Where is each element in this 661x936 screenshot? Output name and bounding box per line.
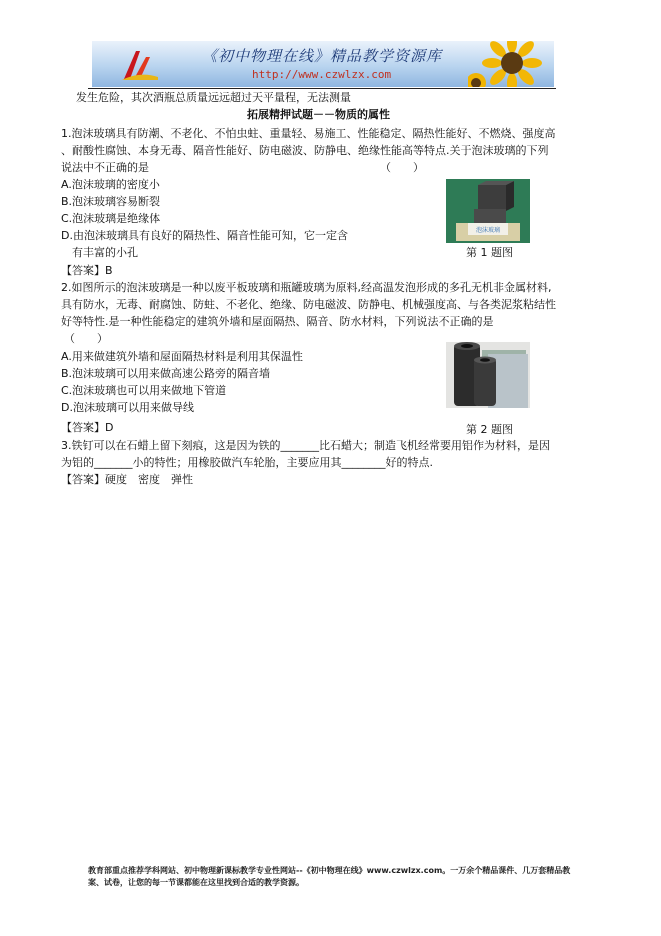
- q1-line: 1.泡沫玻璃具有防潮、不老化、不怕虫蛀、重量轻、易施工、性能稳定、隔热性能好、不燃烧、强度高: [61, 127, 556, 140]
- site-logo-icon: [120, 47, 160, 83]
- page-footer: 教育部重点推荐学科网站、初中物理新课标教学专业性网站--《初中物理在线》www.czwlzx.com。一万余个精品课件、几万套精品教案、试卷，让您的每一节课都能在这里找到合适的教学资源。: [88, 866, 571, 887]
- q3-line: 3.铁钉可以在石蜡上留下刻痕，这是因为铁的_______比石蜡大；制造飞机经常要用铝作为材料，是因: [61, 439, 550, 452]
- header-rule: [88, 88, 556, 89]
- q3-line: 为铝的_______小的特性；用橡胶做汽车轮胎，主要应用其________好的特点.: [61, 456, 433, 469]
- q2-line: 具有防水，无毒、耐腐蚀、防蛀、不老化、绝缘、防电磁波、防静电、机械强度高、与各类泥浆粘结性: [61, 298, 556, 311]
- header-banner: [92, 41, 554, 87]
- q1-answer: 【答案】B: [61, 264, 113, 277]
- q2-line: 2.如图所示的泡沫玻璃是一种以废平板玻璃和瓶罐玻璃为原料,经高温发泡形成的多孔无机非金属材料,: [61, 281, 552, 294]
- q2-line: （ ）: [64, 332, 108, 345]
- section-title: 拓展精押试题－－物质的属性: [247, 108, 390, 121]
- q1-option-b: B.泡沫玻璃容易断裂: [61, 195, 161, 208]
- q2-option-c: C.泡沫玻璃也可以用来做地下管道: [61, 384, 227, 397]
- q2-option-d: D.泡沫玻璃可以用来做导线: [61, 401, 194, 414]
- q2-line: 好等特性.是一种性能稳定的建筑外墙和屋面隔热、隔音、防水材料，下列说法不正确的是: [61, 315, 494, 328]
- q2-foam-glass-photo: [446, 342, 530, 408]
- q2-figure-caption: 第 2 题图: [466, 423, 513, 436]
- q2-option-a: A.用来做建筑外墙和屋面隔热材料是利用其保温性: [61, 350, 303, 363]
- q1-line: 说法中不正确的是: [61, 161, 149, 174]
- q1-photo-label: 泡沫玻璃: [475, 227, 501, 234]
- q1-paren: （ ）: [380, 161, 424, 174]
- banner-url: http://www.czwlzx.com: [252, 68, 392, 81]
- intro-line: 发生危险，其次酒瓶总质量远远超过天平量程，无法测量: [76, 91, 351, 104]
- q1-option-d: D.由泡沫玻璃具有良好的隔热性、隔音性能可知，它一定含: [61, 229, 348, 242]
- q1-option-c: C.泡沫玻璃是绝缘体: [61, 212, 161, 225]
- q1-figure-caption: 第 1 题图: [466, 246, 513, 259]
- q2-option-b: B.泡沫玻璃可以用来做高速公路旁的隔音墙: [61, 367, 271, 380]
- banner-title: 《初中物理在线》精品教学资源库: [202, 47, 443, 65]
- q1-foam-glass-photo: [446, 179, 530, 243]
- q3-answer: 【答案】硬度 密度 弹性: [61, 473, 193, 486]
- q1-option-a: A.泡沫玻璃的密度小: [61, 178, 160, 191]
- sunflower-icon: [468, 41, 548, 87]
- q2-answer: 【答案】D: [61, 421, 114, 434]
- q1-option-d-cont: 有丰富的小孔: [61, 246, 138, 259]
- q1-line: 、耐酸性腐蚀、本身无毒、隔音性能好、防电磁波、防静电、绝缘性能高等特点.关于泡沫玻璃的下列: [61, 144, 549, 157]
